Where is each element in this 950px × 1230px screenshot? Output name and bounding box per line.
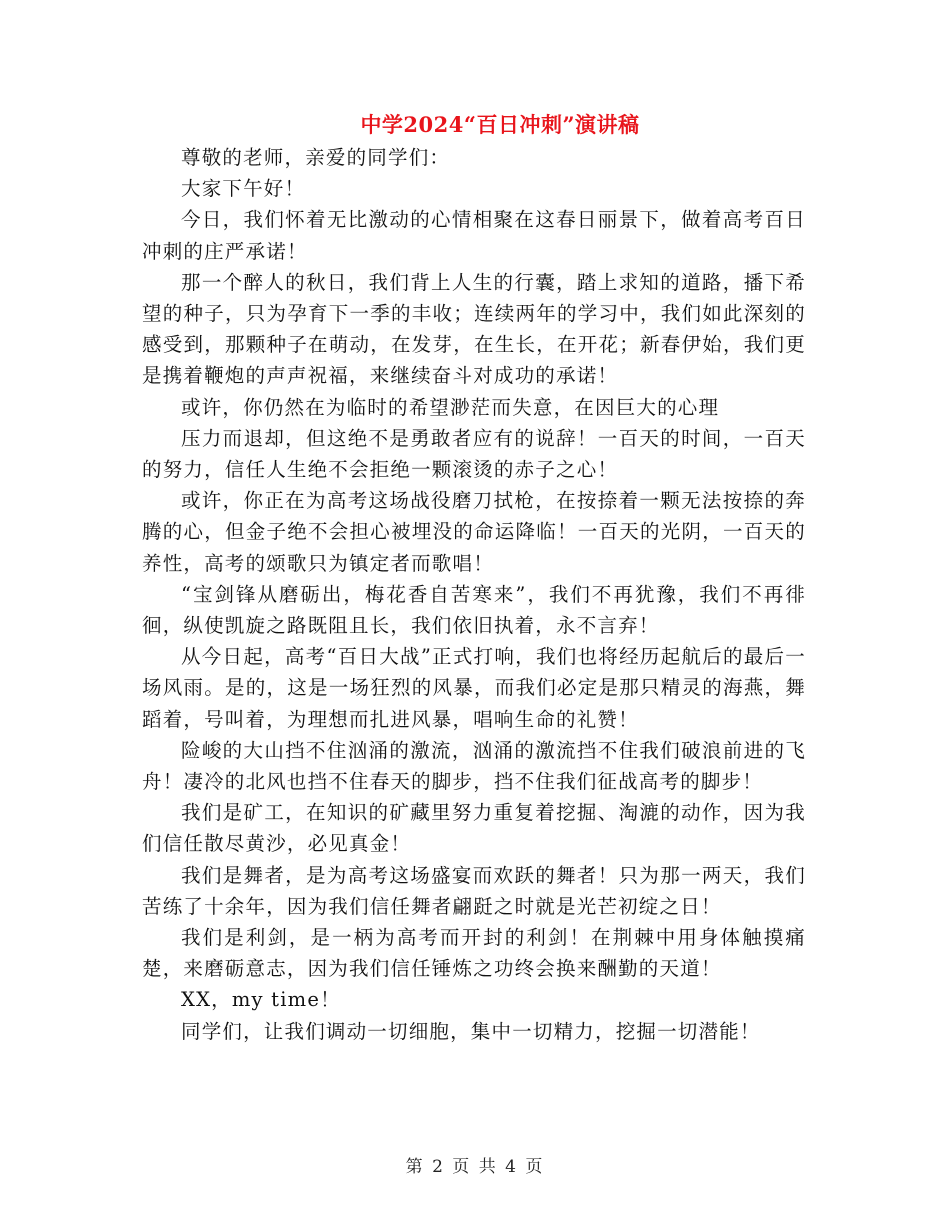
paragraph: 我们是矿工，在知识的矿藏里努力重复着挖掘、淘漉的动作，因为我们信任散尽黄沙，必见真金！ (142, 801, 806, 856)
paragraph: 或许，你正在为高考这场战役磨刀拭枪，在按捺着一颗无法按捺的奔腾的心，但金子绝不会担心被埋没的命运降临！一百天的光阴，一百天的养性，高考的颂歌只为镇定者而歌唱！ (142, 489, 806, 575)
paragraph: 今日，我们怀着无比激动的心情相聚在这春日丽景下，做着高考百日冲刺的庄严承诺！ (142, 208, 806, 263)
paragraph-salutation: 大家下午好！ (181, 177, 306, 201)
paragraph: 或许，你仍然在为临时的希望渺茫而失意，在因巨大的心理 (181, 395, 720, 419)
paragraph: 压力而退却，但这绝不是勇敢者应有的说辞！一百天的时间，一百天的努力，信任人生绝不会拒绝一颗滚烫的赤子之心！ (142, 426, 806, 482)
paragraph: XX，my time！ (181, 988, 341, 1012)
paragraph: 那一个醉人的秋日，我们背上人生的行囊，踏上求知的道路，播下希望的种子，只为孕育下一季的丰收；连续两年的学习中，我们如此深刻的感受到，那颗种子在萌动，在发芽，在生长，在开花；新春伊始，我们更是携着鞭炮的声声祝福，来继续奋斗对成功的承诺！ (142, 270, 806, 388)
paragraph: 从今日起，高考“百日大战”正式打响，我们也将经历起航后的最后一场风雨。是的，这是一场狂烈的风暴，而我们必定是那只精灵的海燕，舞蹈着，号叫着，为理想而扎进风暴，唱响生命的礼赞！ (142, 645, 806, 731)
paragraph: 我们是利剑，是一柄为高考而开封的利剑！在荆棘中用身体触摸痛楚，来磨砺意志，因为我们信任锤炼之功终会换来酬勤的天道！ (142, 926, 806, 981)
document-title: 中学2024“百日冲刺”演讲稿 (360, 112, 640, 137)
paragraph-greeting: 尊敬的老师，亲爱的同学们： (181, 146, 451, 169)
document-body (142, 142, 806, 1047)
page-number: 第 2 页 共 4 页 (405, 1157, 545, 1177)
paragraph: 我们是舞者，是为高考这场盛宴而欢跃的舞者！只为那一两天，我们苦练了十余年，因为我们信任舞者翩跹之时就是光芒初绽之日！ (142, 863, 806, 918)
paragraph: 同学们，让我们调动一切细胞，集中一切精力，挖掘一切潜能！ (181, 1019, 761, 1043)
paragraph: 险峻的大山挡不住汹涌的激流，汹涌的激流挡不住我们破浪前进的飞舟！凄冷的北风也挡不住春天的脚步，挡不住我们征战高考的脚步！ (142, 738, 806, 794)
paragraph: “宝剑锋从磨砺出，梅花香自苦寒来”，我们不再犹豫，我们不再徘徊，纵使凯旋之路既阻且长，我们依旧执着，永不言弃！ (142, 582, 806, 638)
